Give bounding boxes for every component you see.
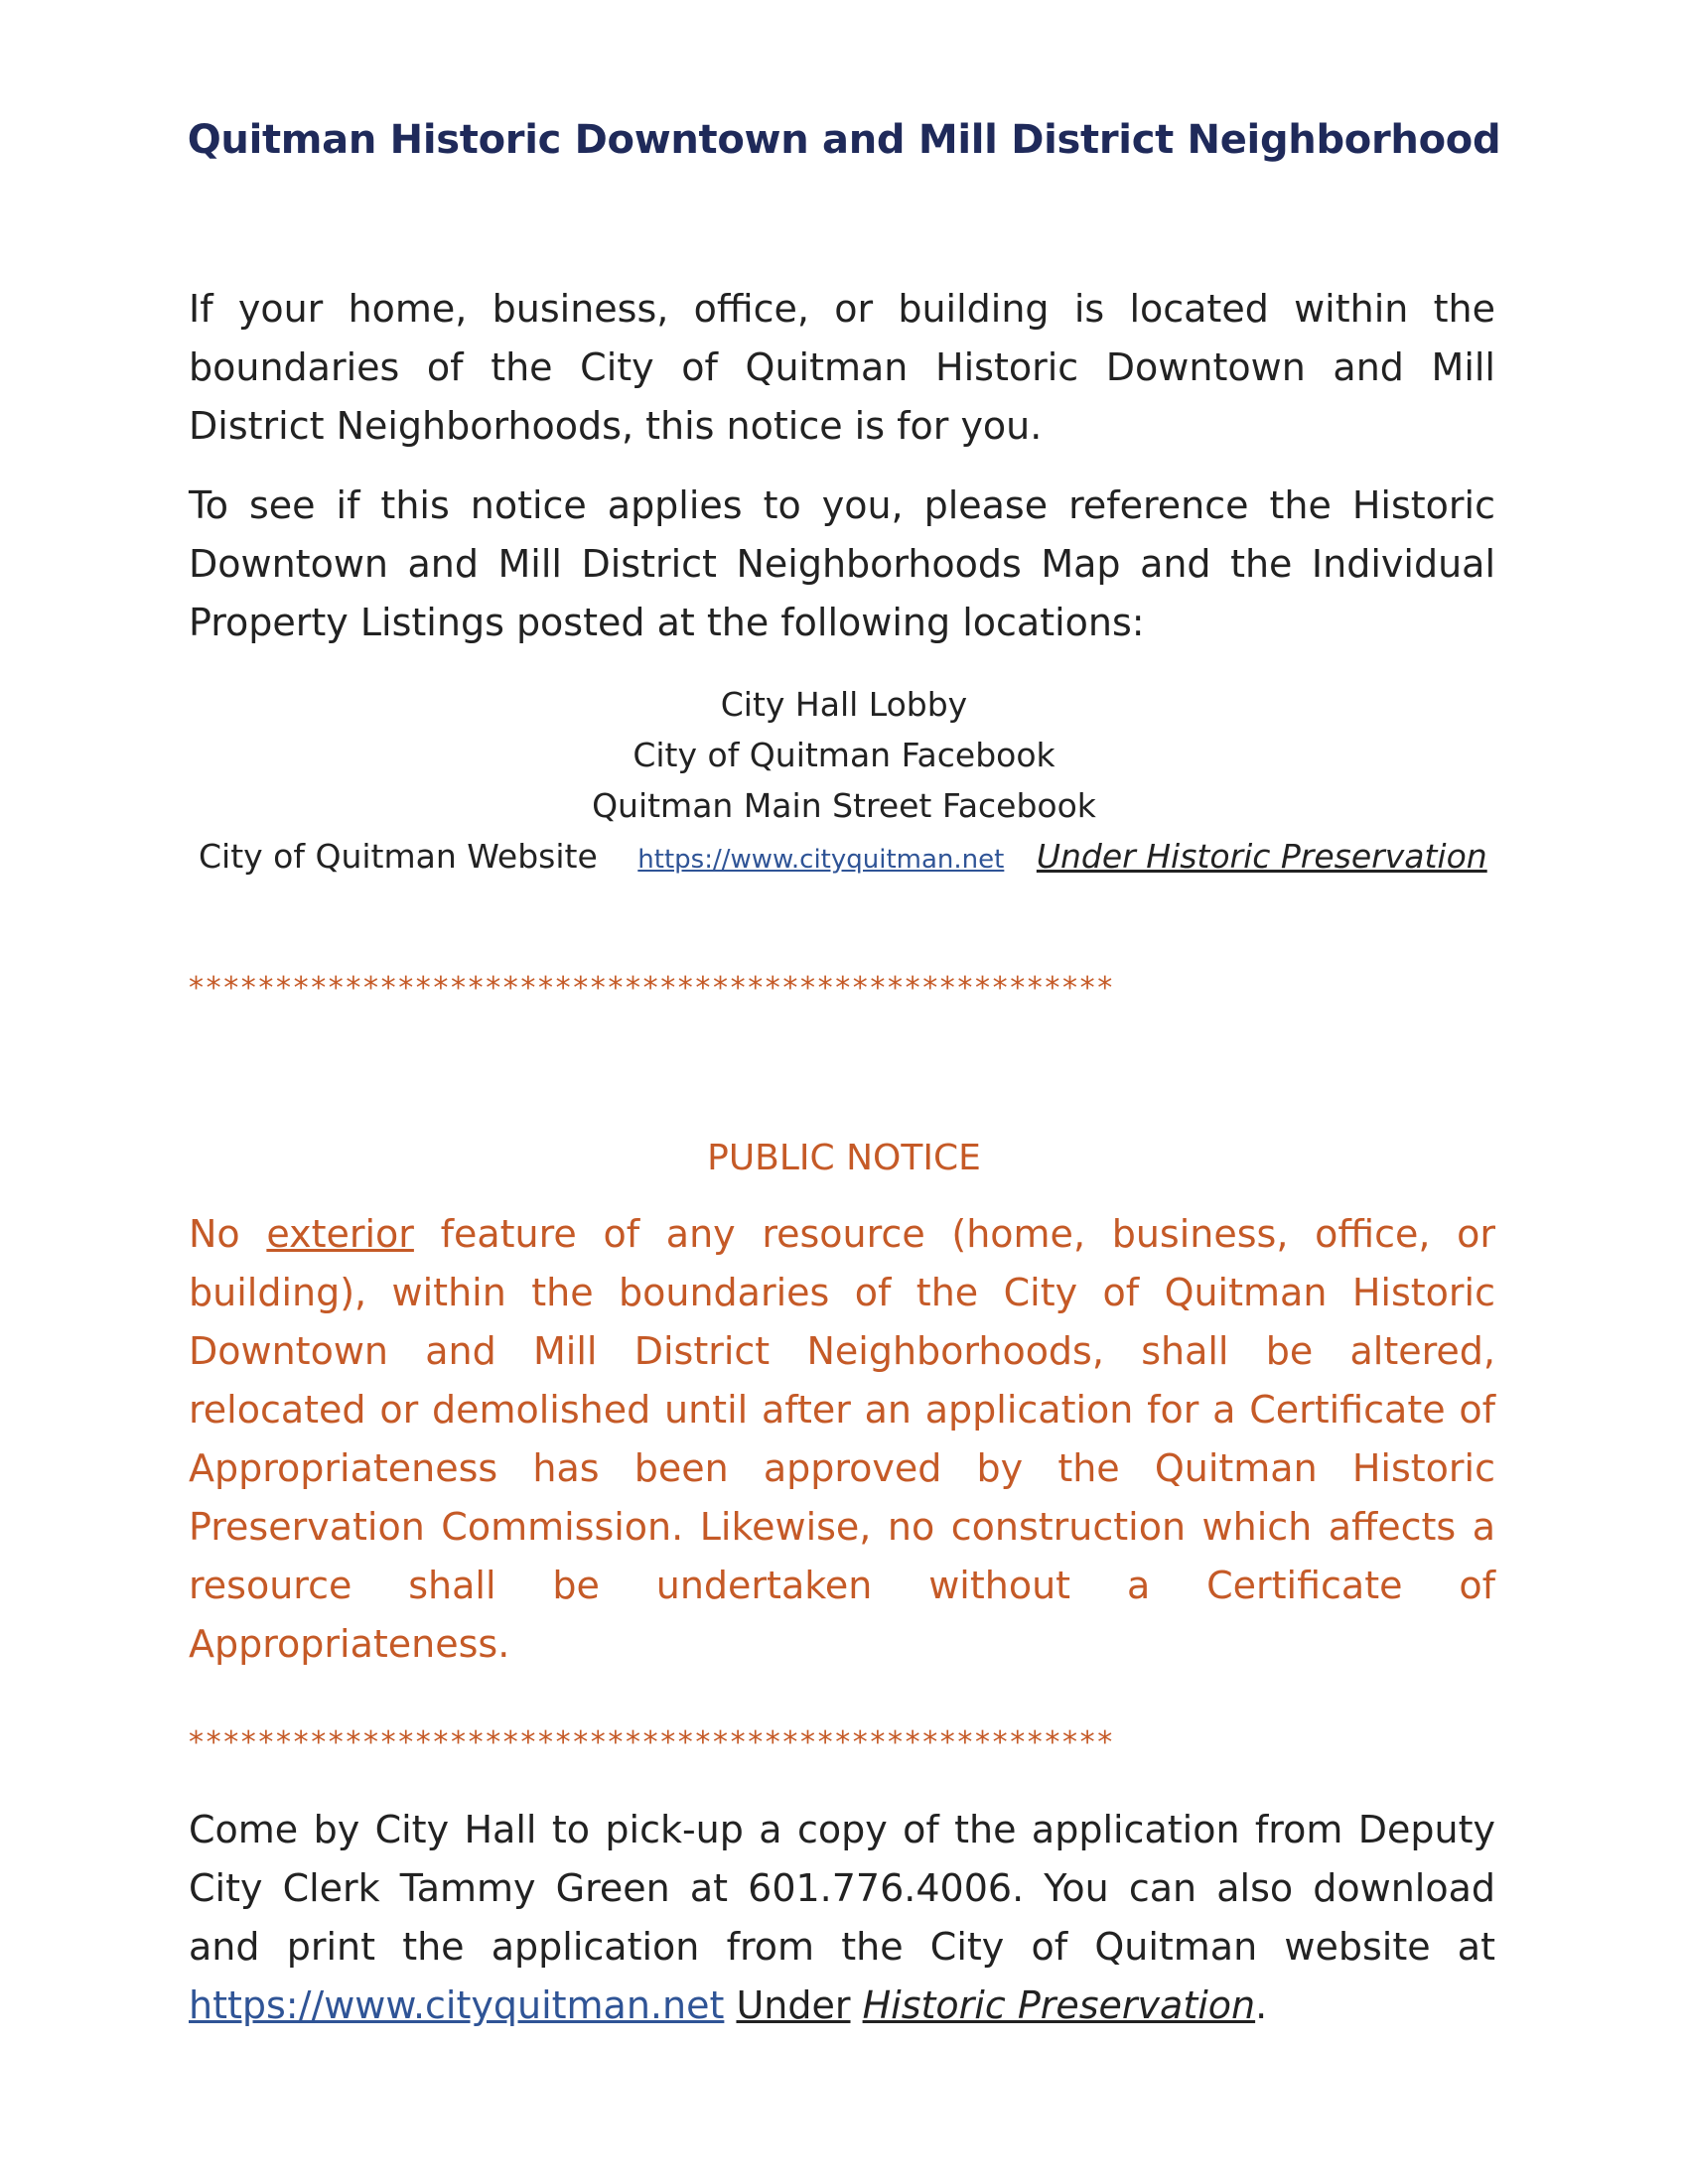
page-title: Quitman Historic Downtown and Mill District Neighborhood — [187, 117, 1501, 163]
reference-paragraph: To see if this notice applies to you, please reference the Historic Downtown and Mill District Neighborhoods Map and the Individual Property Listings posted at the following locations: — [189, 483, 1495, 644]
closing-under: Under — [736, 1983, 851, 2027]
public-notice-body — [189, 1205, 1495, 1674]
closing-paragraph — [189, 1801, 1495, 2035]
notice-lead: No — [189, 1212, 267, 1256]
location-city-hall: City Hall Lobby — [720, 685, 968, 724]
website-section: Under Historic Preservation — [1036, 837, 1487, 876]
location-city-facebook: City of Quitman Facebook — [633, 736, 1055, 774]
separator-bottom: ***************************************************** — [189, 1725, 1115, 1760]
closing-section: Historic Preservation — [862, 1983, 1256, 2027]
intro-paragraph: If your home, business, office, or building is located within the boundaries of the City of Quitman Historic Downtown and Mill District Neighborhoods, this notice is for you. — [189, 287, 1495, 448]
closing-text: Come by City Hall to pick-up a copy of the application from Deputy City Clerk Tammy Green at 601.776.4006. You can also download and print the application from the City of Quitman website at — [189, 1808, 1495, 1969]
website-label: City of Quitman Website — [199, 837, 598, 876]
location-website — [199, 837, 1489, 876]
public-notice-heading: PUBLIC NOTICE — [707, 1138, 981, 1178]
separator-top: ***************************************************** — [189, 971, 1115, 1006]
notice-text: feature of any resource (home, business, office, or building), within the boundaries of the City of Quitman Historic Downtown and Mill District Neighborhoods, shall be altered, relocated or demolished until after an application for a Certificate of Appropriateness has been approved by the Quitman Historic Preservation Commission. Likewise, no construction which affects a resource shall be undertaken without a Certificate of Appropriateness. — [189, 1212, 1495, 1666]
closing-website-link[interactable]: https://www.cityquitman.net — [189, 1983, 725, 2027]
website-link[interactable]: https://www.cityquitman.net — [637, 845, 1005, 875]
location-main-street-facebook: Quitman Main Street Facebook — [592, 786, 1096, 825]
closing-end: . — [1255, 1983, 1268, 2027]
notice-emphasis: exterior — [266, 1212, 414, 1256]
